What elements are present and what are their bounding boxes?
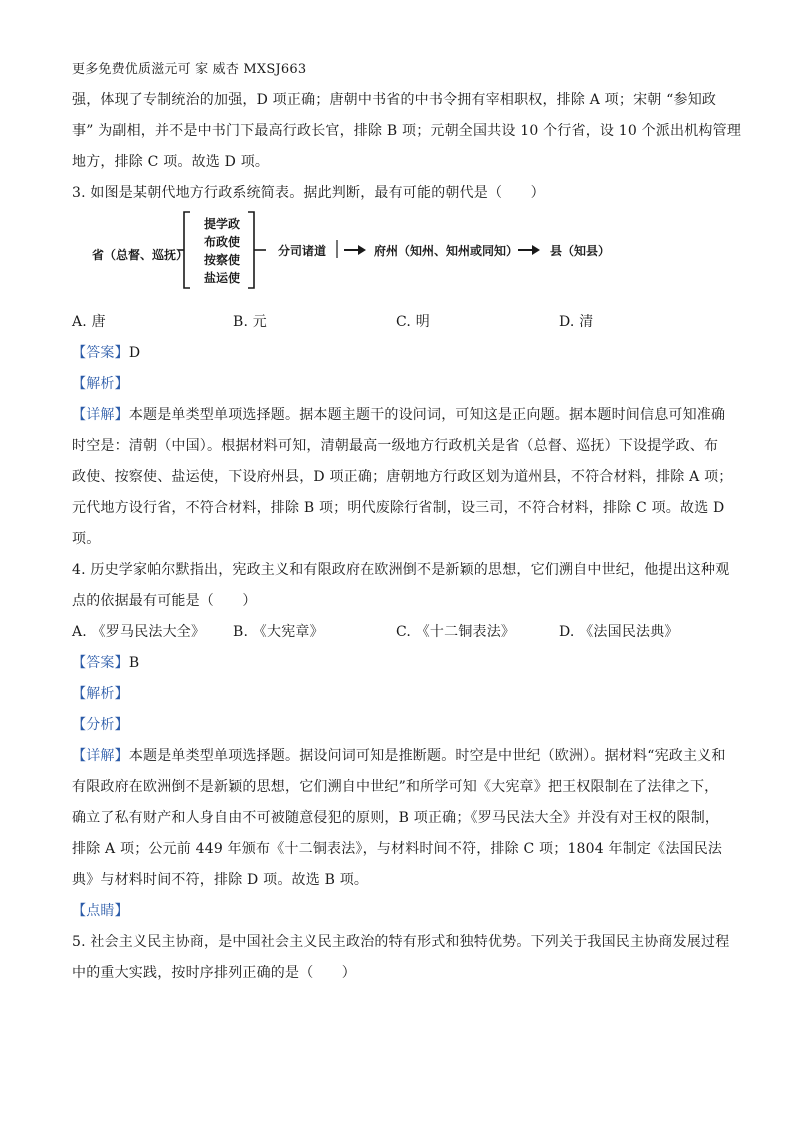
detail-text: 本题是单类型单项选择题。据设问词可知是推断题。时空是中世纪（欧洲）。据材料“宪政主义和 (128, 748, 726, 764)
diagram-dao-label: 分司诸道 (278, 244, 327, 258)
question-4-options (72, 622, 732, 653)
option-d: D. 《法国民法典》 (559, 624, 679, 640)
diagram-bracket-item: 盐运使 (204, 271, 241, 285)
diagram-bracket-item: 按察使 (204, 253, 241, 267)
detail-text: 本题是单类型单项选择题。据本题主题干的设问词，可知这是正向题。据本题时间信息可知准确 (128, 407, 726, 423)
paragraph-line: 确立了私有财产和人身自由不可被随意侵犯的原则，B 项正确；《罗马民法大全》并没有对王权的限制， (72, 810, 720, 826)
admin-system-diagram (72, 210, 732, 312)
dianjing-heading (72, 901, 732, 932)
answer-line (72, 653, 732, 684)
option-c: C. 明 (396, 314, 430, 330)
answer-tag: 【答案】 (72, 345, 129, 361)
question-4-stem: 点的依据最有可能是（ ） (72, 593, 257, 609)
answer-value: B (128, 655, 140, 671)
analysis-heading (72, 374, 732, 405)
page-header: 更多免费优质滋元可 家 威杏 MXSJ663 (72, 62, 307, 77)
option-b: B. 元 (233, 314, 267, 330)
question-5-stem: 中的重大实践，按时序排列正确的是（ ） (72, 965, 356, 981)
option-a: A. 《罗马民法大全》 (72, 624, 206, 640)
question-3-options (72, 312, 732, 343)
diagram-bracket-item: 布政使 (204, 235, 241, 249)
analysis-heading (72, 684, 732, 715)
answer-value: D (128, 345, 141, 361)
option-b: B. 《大宪章》 (233, 624, 324, 640)
detail-tag: 【详解】 (72, 748, 129, 764)
paragraph-line (72, 405, 732, 436)
diagram-bracket-item: 提学政 (204, 217, 241, 231)
paragraph-line: 项。 (72, 531, 101, 547)
document-page (72, 60, 742, 994)
question-3-stem: 3. 如图是某朝代地方行政系统简表。据此判断，最有可能的朝代是（ ） (72, 185, 545, 201)
option-d: D. 清 (559, 314, 594, 330)
answer-line (72, 343, 732, 374)
detail-tag: 【详解】 (72, 407, 129, 423)
paragraph-line: 元代地方设行省，不符合材料，排除 B 项；明代废除行省制，设三司，不符合材料，排除 C 项。故选 D (72, 500, 725, 516)
paragraph-line: 政使、按察使、盐运使，下设府州县，D 项正确；唐朝地方行政区划为道州县，不符合材料，排除 A 项； (72, 469, 733, 485)
paragraph-line: 有限政府在欧洲倒不是新颖的思想，它们溯自中世纪”和所学可知《大宪章》把王权限制在了法律之下， (72, 779, 719, 795)
analysis-tag: 【解析】 (72, 376, 129, 392)
option-a: A. 唐 (72, 314, 106, 330)
arrow-icon (344, 245, 366, 255)
arrow-icon (518, 245, 540, 255)
question-4-stem: 4. 历史学家帕尔默指出，宪政主义和有限政府在欧洲倒不是新颖的思想，它们溯自中世纪，他提出这种观 (72, 562, 730, 578)
analysis-tag: 【解析】 (72, 686, 129, 702)
right-bracket (248, 212, 254, 288)
paragraph-line: 典》与材料时间不符，排除 D 项。故选 B 项。 (72, 872, 369, 888)
paragraph-line: 强，体现了专制统治的加强，D 项正确；唐朝中书省的中书令拥有宰相职权，排除 A 项；宋朝 “参知政 (72, 92, 717, 108)
dianjing-tag: 【点睛】 (72, 903, 129, 919)
paragraph-line: 事” 为副相，并不是中书门下最高行政长官，排除 B 项；元朝全国共设 10 个行省，设 10 个派出机构管理 (72, 123, 742, 139)
fenxi-tag: 【分析】 (72, 717, 129, 733)
option-c: C. 《十二铜表法》 (396, 624, 516, 640)
fenxi-heading (72, 715, 732, 746)
diagram-province-label: 省（总督、巡抚） (92, 248, 189, 262)
paragraph-line: 地方，排除 C 项。故选 D 项。 (72, 154, 270, 170)
paragraph-line: 时空是：清朝（中国）。根据材料可知，清朝最高一级地方行政机关是省（总督、巡抚）下设提学政、布 (72, 438, 719, 454)
paragraph-line: 排除 A 项；公元前 449 年颁布《十二铜表法》，与材料时间不符，排除 C 项；1804 年制定《法国民法 (72, 841, 723, 857)
paragraph-line (72, 746, 732, 777)
diagram-county-label: 县（知县） (550, 244, 611, 258)
answer-tag: 【答案】 (72, 655, 129, 671)
question-5-stem: 5. 社会主义民主协商，是中国社会主义民主政治的特有形式和独特优势。下列关于我国民主协商发展过程 (72, 934, 730, 950)
diagram-prefecture-label: 府州（知州、知州或同知） (374, 244, 519, 258)
